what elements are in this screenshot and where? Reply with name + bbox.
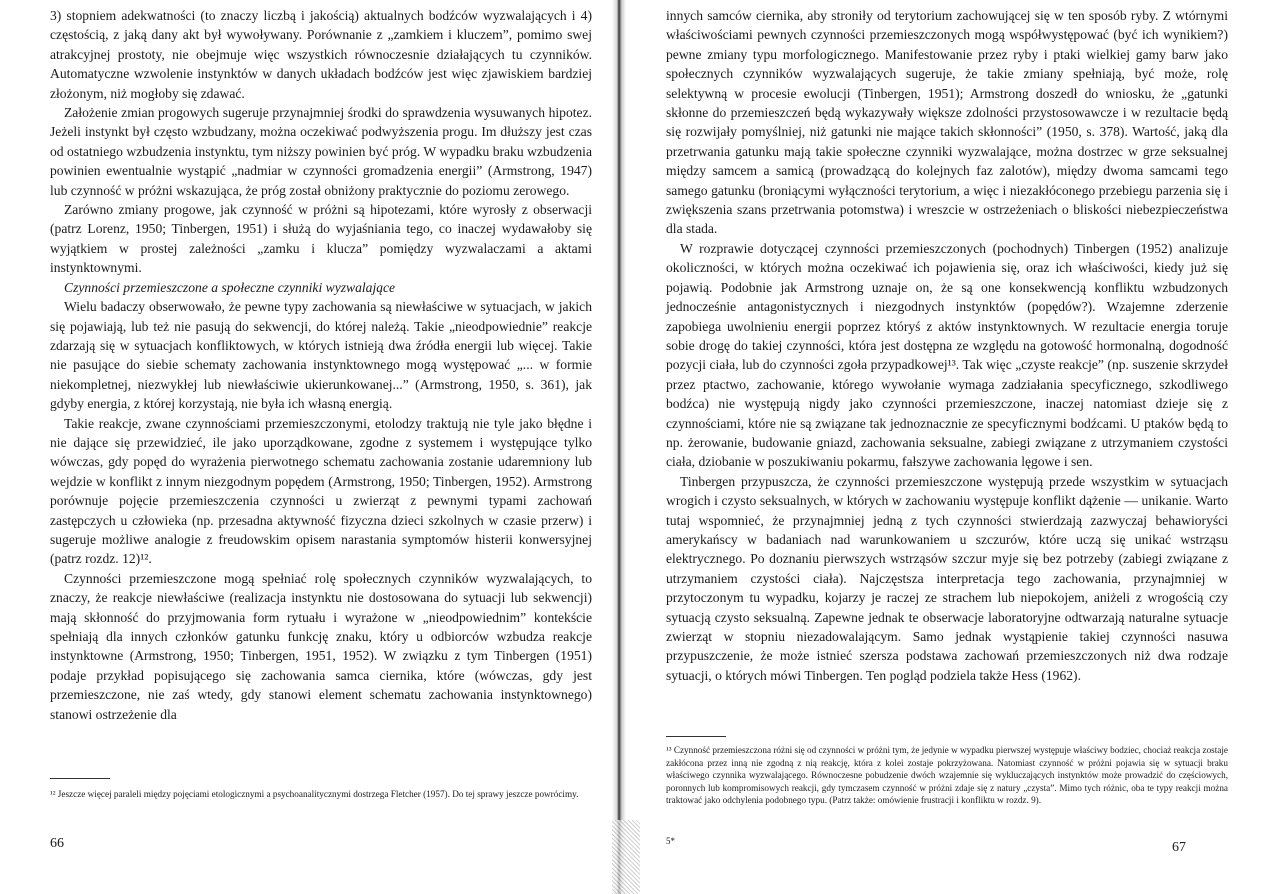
footnote-rule (50, 778, 110, 779)
footnote-rule (666, 736, 726, 737)
footnote: ¹² Jeszcze więcej paraleli między pojęciami etologicznymi a psychoanalitycznymi dostrzega Fletcher (1957). Do tej sprawy jeszcze powrócimy. (50, 789, 579, 799)
paragraph: Założenie zmian progowych sugeruje przynajmniej środki do sprawdzenia wysuwanych hipotez. Jeżeli instynkt był często wzbudzany, można oczekiwać podwyższenia progu. Im dłuższy jest czas od ostatniego wzbudzenia instynktu, tym niższy powinien być próg. W wypadku braku wzbudzenia powinien ewentualnie wystąpić „nadmiar w czynności gromadzenia energii” (Armstrong, 1947) lub czynność w próżni wskazująca, że próg został obniżony praktycznie do poziomu zerowego. (50, 105, 592, 198)
signature-mark: 5* (666, 836, 675, 846)
section-heading: Czynności przemieszczone a społeczne czynniki wyzwalające (64, 279, 396, 295)
paragraph: Czynności przemieszczone mogą spełniać rolę społecznych czynników wyzwalających, to znaczy, że reakcje niewłaściwe (realizacja instynktu nie dostosowana do sytuacji lub sekwencji) mają skłonność do przyjmowania form rytuału i wyrażone w „nieodpowiednim” kontekście spełniają dla innych członków gatunku funkcję znaku, który u odbiorców wzbudza reakcje instynktowne (Armstrong, 1950; Tinbergen, 1951, 1952). W związku z tym Tinbergen (1951) podaje przykład popisującego się zachowania samca ciernika, które (wówczas, gdy jest przemieszczone, nie zaś wtedy, gdy stanowi element schematu zachowania instynktownego) stanowi ostrzeżenie dla (50, 570, 592, 722)
paragraph: innych samców ciernika, aby stroniły od terytorium zachowującej się w ten sposób ryby. Z wtórnymi właściwościami pewnych czynności przemieszczonych mogą współwystępować (być ich wynikiem?) pewne zmiany typu morfologicznego. Manifestowanie przez ryby i ptaki wielkiej gamy barw jako społecznych czynników wyzwalających sugeruje, że takie zmiany spełniają, być może, rolę selektywną w procesie ewolucji (Tinbergen, 1951); Armstrong doszedł do wniosku, że „gatunki skłonne do przemieszczeń będą wykazywały większe zdolności przystosowawcze i w rezultacie będą się rozwijały pomyślniej, niż gatunki nie mające takich skłonności” (1950, s. 378). Wartość, jaką dla przetrwania gatunku mają takie społeczne czynniki wyzwalające, można dostrzec w grze seksualnej między samcem a samicą (prowadzącą do kolejnych faz zalotów), między dwoma samcami tego samego gatunku (broniącymi wyłączności terytorium, a więc i niezakłóconego przebiegu parzenia się i zwiększenia szans przetrwania potomstwa) i wreszcie w ostrzeżeniach o bliskości niebezpieczeństwa dla stada. (666, 8, 1228, 237)
page-number: 67 (1172, 840, 1186, 855)
paragraph: 3) stopniem adekwatności (to znaczy liczbą i jakością) aktualnych bodźców wyzwalających i 4) częstością, z jaką dany akt był wywoływany. Porównanie z „zamkiem i kluczem”, pomimo swej atrakcyjnej prostoty, nie obejmuje więc wszystkich równoczesnie działających tu czynników. Automatyczne wzwolenie instynktów w danych układach bodźców jest więc zjawiskiem bardziej złożonym, niż mogłoby się zdawać. (50, 8, 592, 101)
right-page (626, 0, 1262, 894)
paragraph: W rozprawie dotyczącej czynności przemieszczonych (pochodnych) Tinbergen (1952) analizuje okoliczności, w których można oczekiwać ich pojawienia się, oraz ich właściwości, kiedy już się pojawią. Podobnie jak Armstrong uznaje on, że są one konsekwencją konfliktu wzbudzonych jednocześnie antagonistycznych i niezgodnych instynktów (popędów?). Wzajemne zderzenie zapobiega uwolnieniu energii poprzez któryś z aktów instynktownych. W rezultacie energia toruje sobie drogę do takiej czynności, która jest dostępna ze względu na gotowość hormonalną, dogodność pozycji ciała, lub do czynności zgoła przypadkowej¹³. Tak więc „czyste reakcje” (np. suszenie skrzydeł przez ptactwo, zachowanie, którego wywołanie wymaga zadziałania specyficznego, szkodliwego bodźca) nie występują nigdy jako czynności przemieszczone, inaczej natomiast dzieje się z czynnościami, które nie są związane tak jednoznacznie ze specyficznymi bodźcami. U ptaków będą to np. żerowanie, budowanie gniazd, zachowania seksualne, zabiegi związane z utrzymaniem czystości ciała, dziobanie w poszukiwaniu pokarmu, fałszywe zachowania lęgowe i sen. (666, 240, 1228, 470)
paragraph: Wielu badaczy obserwowało, że pewne typy zachowania są niewłaściwe w sytuacjach, w jakich się pojawiają, lub też nie pasują do sekwencji, do której należą. Takie „nieodpowiednie” reakcje zdarzają się w sytuacjach konfliktowych, w których istnieją dwa źródła energii lub więcej. Takie nie pasujące do siebie schematy zachowania instynktownego mogą występować „... w formie niekompletnej, niezwykłej lub niewłaściwie ukierunkowanej...” (Armstrong, 1950, s. 361), jak gdyby energia, z której korzystają, nie była ich własną energią. (50, 299, 592, 412)
footnote: ¹³ Czynność przemieszczona różni się od czynności w próżni tym, że jedynie w wypadku pierwszej występuje właściwy bodziec, chociaż reakcja zostaje zakłócona przez inną nie zgodną z nią reakcję, która z kolei zostaje pokrzyżowana. Natomiast czynność w próżni pojawia się w sytuacji braku właściwego czynnika wyzwalającego. Równoczesne pobudzenie dwóch wzajemnie się wykluczających instynktów może prowadzić do częściowych, poronnych lub kompromisowych reakcji, gdy tymczasem czynność w próżni zdaje się z natury „czysta”. Mimo tych różnic, oba te typy reakcji można traktować jako odchylenia podobnego typu. (Patrz także: omówienie frustracji i konfliktu w rozdz. 9). (666, 745, 1228, 806)
left-text-column (50, 6, 592, 724)
page-number: 66 (50, 836, 64, 851)
book-gutter (612, 0, 626, 894)
left-page (0, 0, 612, 894)
paragraph: Tinbergen przypuszcza, że czynności przemieszczone występują przede wszystkim w sytuacjach wrogich i czysto seksualnych, w których w zachowaniu występuje konflikt dążenie — unikanie. Warto tutaj wspomnieć, że przynajmniej jedną z tych czynności stwierdzają zazwyczaj behawioryści amerykańscy w badaniach nad warunkowaniem u szczurów, które uczą się unikać wstrząsu elektrycznego. Po doznaniu pierwszych wstrząsów szczur myje się bez potrzeby (zabiegi związane z utrzymaniem czystości ciała). Najczęstsza interpretacja tego zachowania, przynajmniej w przytoczonym tu wypadku, kojarzy je raczej ze strachem lub niepokojem, aniżeli z wrogością czy sytuacją czysto seksualną. Zapewne jednak te obserwacje laboratoryjne odtwarzają naturalne sytuacje zwierząt w stopniu niezadowalającym. Samo jednak wystąpienie takiej czynności nasuwa przypuszczenie, że może istnieć szersza podstawa zachowań przemieszczonych niż dwa rodzaje sytuacji, o których mówi Tinbergen. Ten pogląd podziela także Hess (1962). (666, 473, 1228, 683)
right-text-column (666, 6, 1228, 685)
paragraph: Zarówno zmiany progowe, jak czynność w próżni są hipotezami, które wyrosły z obserwacji (patrz Lorenz, 1950; Tinbergen, 1951) i służą do wyjaśniania tego, co inaczej wydawałoby się wyjątkiem w prostej zależności „zamku i klucza” pomiędzy wyzwalaczami a aktami instynktownymi. (50, 202, 592, 276)
paragraph: Takie reakcje, zwane czynnościami przemieszczonymi, etolodzy traktują nie tyle jako błędne i nie dające się przewidzieć, ile jako uporządkowane, zgodne z systemem i występujące tylko wówczas, gdy popęd do wyrażenia pierwotnego schematu zachowania zostanie udaremniony lub wejdzie w konflikt z innym niezgodnym popędem (Armstrong, 1950; Tinbergen, 1952). Armstrong porównuje pojęcie przemieszczenia czynności u zwierząt z pewnymi typami zachowań zastępczych u człowieka (np. przesadna aktywność fizyczna dzieci szkolnych w czasie przerw) i sugeruje możliwe analogie z freudowskim opisem narastania symptomów histerii konwersyjnej (patrz rozdz. 12)¹². (50, 415, 592, 567)
